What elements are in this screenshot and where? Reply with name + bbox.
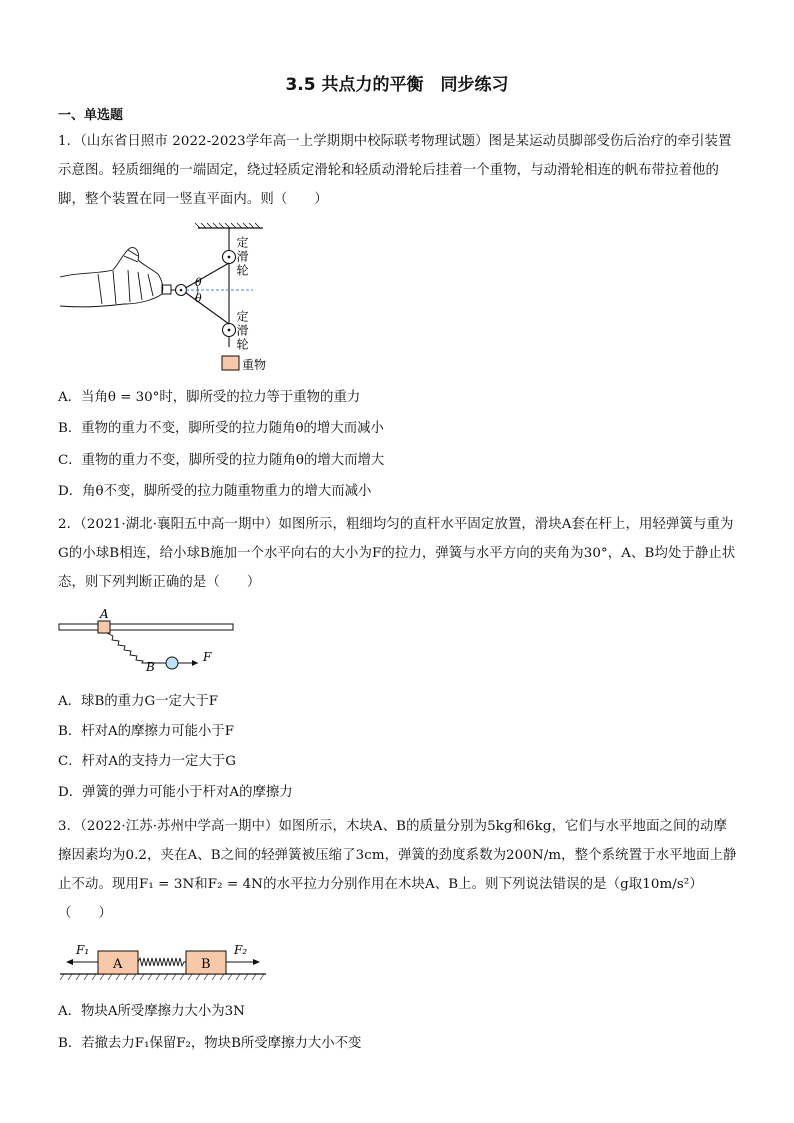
label-a: A	[100, 607, 109, 621]
spring	[107, 633, 166, 663]
angle-label-upper: θ	[195, 276, 202, 289]
label-f1: F₁	[76, 943, 90, 957]
q1-option-b: B．重物的重力不变，脚所受的拉力随角θ的增大而减小	[58, 421, 384, 436]
q2-option-a: A．球B的重力G一定大于F	[58, 694, 219, 709]
q1-option-c: C．重物的重力不变，脚所受的拉力随角θ的增大而增大	[58, 453, 385, 468]
slider-a	[98, 621, 110, 633]
section-heading: 一、单选题	[58, 108, 124, 123]
label-f2: F₂	[234, 943, 248, 957]
traction-device-figure	[58, 222, 298, 377]
pulley-label-top: 定滑轮	[235, 236, 249, 278]
question-2-text: 2．（2021·湖北·襄阳五中高一期中）如图所示，粗细均匀的直杆水平固定放置，滑块A套在杆上，用轻弹簧与重为G的小球B相连，给小球B施加一个水平向右的大小为F的拉力，弹簧与水平方向的夹角为30°，A、B均处于静止状态，则下列判断正确的是（ ）	[58, 517, 736, 590]
q2-option-c: C．杆对A的支持力一定大于G	[58, 754, 236, 769]
bandaged-foot	[60, 248, 163, 307]
q2-option-b: B．杆对A的摩擦力可能小于F	[58, 724, 235, 739]
block-b-label: B	[201, 957, 211, 972]
page-title: 3.5 共点力的平衡 同步练习	[285, 75, 509, 95]
q3-option-b: B．若撤去力F₁保留F₂，物块B所受摩擦力大小不变	[58, 1036, 362, 1051]
q1-option-d: D．角θ不变，脚所受的拉力随重物重力的增大而减小	[58, 484, 372, 499]
question-1-text: 1．（山东省日照市 2022-2023学年高一上学期期中校际联考物理试题）图是某运动员脚部受伤后治疗的牵引装置示意图。轻质细绳的一端固定，绕过轻质定滑轮和轻质动滑轮后挂着一个重物，与动滑轮相连的帆布带拉着他的脚，整个装置在同一竖直平面内。则（ ）	[58, 134, 732, 207]
q1-option-a: A．当角θ = 30°时，脚所受的拉力等于重物的重力	[58, 390, 361, 405]
q3-option-a: A．物块A所受摩擦力大小为3N	[58, 1004, 245, 1019]
ceiling-hatch	[195, 223, 263, 228]
blocks-spring-figure	[58, 940, 268, 985]
block-a-label: A	[113, 957, 123, 972]
ball-b	[166, 657, 178, 669]
label-f: F	[203, 650, 212, 664]
question-3-text: 3．（2022·江苏·苏州中学高一期中）如图所示，木块A、B的质量分别为5kg和6kg，它们与水平地面之间的动摩擦因素均为0.2，夹在A、B之间的轻弹簧被压缩了3cm，弹簧的劲度系数为200N/m，整个系统置于水平地面上静止不动。现用F₁ = 3N和F₂ = 4N的水平拉力分别作用在木块A、B上。则下列说法错误的是（g取10m/s²）（ ）	[58, 819, 737, 921]
horizontal-rod	[59, 624, 233, 630]
weight-block	[222, 356, 239, 370]
label-b: B	[146, 660, 155, 672]
rod-spring-figure	[58, 606, 238, 672]
weight-label: 重物	[242, 358, 267, 372]
compressed-spring	[138, 958, 186, 966]
q2-option-d: D．弹簧的弹力可能小于杆对A的摩擦力	[58, 785, 293, 800]
pulley-label-bottom: 定滑轮	[235, 310, 249, 352]
angle-label-lower: θ	[195, 292, 202, 305]
